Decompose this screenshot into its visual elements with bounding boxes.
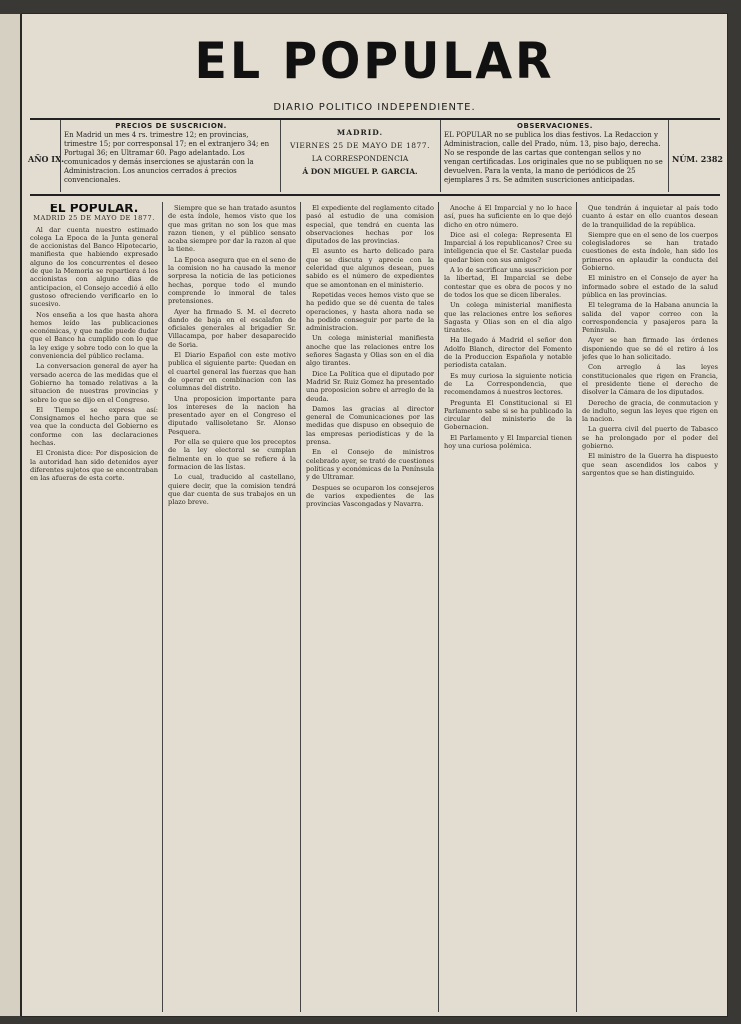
issue-number: NÚM. 2382	[672, 154, 723, 164]
paragraph: La guerra civil del puerto de Tabasco se ha prolongado por el poder del gobierno.	[582, 425, 718, 451]
header-divider	[668, 120, 669, 192]
paragraph: La conversacion general de ayer ha versado acerca de las medidas que el Gobierno ha tomado relativas a la situacion de nuestras provincias y sobre lo que se dijo en el Congreso.	[30, 362, 158, 404]
observaciones-text: EL POPULAR no se publica los dias festivos. La Redaccion y Administracion, calle del Prado, núm. 13, piso bajo, derecha. No se responde de las cartas que contengan sellos y no vengan certificadas. Los originales que no se publiquen no se devuelven. Para la venta, la mano de periódicos de 25 ejemplares 3 rs. Se admiten suscriciones anticipadas.	[444, 131, 663, 184]
paragraph: Con arreglo á las leyes constitucionales que rigen en Francia, el presidente tiene el derecho de disolver la Cámara de los diputados.	[582, 363, 718, 397]
paragraph: Damos las gracias al director general de Comunicaciones por las medidas que dispuso en obsequio de las empresas periodísticas y de la prensa.	[306, 404, 434, 447]
precios-text: En Madrid un mes 4 rs. trimestre 12; en provincias, trimestre 15; por corresponsal 17; en el extranjero 34; en Portugal 36; en Ultramar 60. Pago adelantado. Los comunicados y demás inserciones se ajustarán con la Administracion. Los anuncios cerrados á precios convencionales.	[64, 131, 270, 184]
precios-block	[64, 122, 278, 185]
paragraph: El Diario Español con este motivo publica el siguiente parte: Quedan en el cuartel general las fuerzas que han de operar en combinacion con las columnas del distrito.	[168, 351, 296, 393]
issue-date: VIERNES 25 DE MAYO DE 1877.	[290, 141, 430, 150]
masthead-title: EL POPULAR	[194, 32, 555, 90]
paragraph: Al dar cuenta nuestro estimado colega La Epoca de la Junta general de accionistas del Banco Hipotecario, manifiesta que habiendo expresado alguno de los concurrentes el deseo de que la Memoria se repartiera á los accionistas con alguno dias de anticipacion, el Consejo accedió á ello gustoso ofreciendo verificarlo en lo sucesivo.	[30, 225, 158, 309]
paragraph: Que tendrán á inquietar al país todo cuanto á estar en ello cuantos desean de la tranquilidad de la república.	[582, 204, 718, 229]
paragraph: El asunto es harto delicado para que se discuta y aprecie con la celeridad que algunos desean, pues sabido es el número de expedientes que se amontonan en el ministerio.	[306, 247, 434, 289]
paragraph: A lo de sacrificar una suscricion por la libertad, El Imparcial se debe contestar que es obra de pocos y no de todos los que se dicen liberales.	[444, 266, 572, 299]
header-divider	[60, 120, 61, 192]
masthead-subtitle: DIARIO POLITICO INDEPENDIENTE.	[273, 102, 476, 113]
dateline-block	[284, 126, 436, 178]
column-divider	[438, 202, 439, 1012]
column-1	[30, 204, 158, 1012]
newspaper-page	[22, 14, 727, 1016]
column-3	[306, 204, 434, 1012]
paragraph: El Cronista dice: Por disposicion de la autoridad han sido detenidos ayer diferentes sujetos que se encontraban en las afueras de esta corte.	[30, 449, 158, 483]
precios-title: PRECIOS DE SUSCRICION.	[115, 122, 227, 130]
column-divider	[300, 202, 301, 1012]
paragraph: Dice La Política que el diputado por Madrid Sr. Ruiz Gomez ha presentado una proposicion sobre el arreglo de la deuda.	[306, 369, 434, 403]
paragraph: Repetidas veces hemos visto que se ha pedido que se dé cuenta de tales operaciones, y hasta ahora nada se ha podido conseguir por parte de la administracion.	[306, 290, 434, 333]
column-2	[168, 204, 296, 1012]
observaciones-title: OBSERVACIONES.	[517, 122, 593, 130]
paragraph: Es muy curiosa la siguiente noticia de La Correspondencia, que recomendamos á nuestros lectores.	[444, 371, 572, 397]
observaciones-block	[444, 122, 666, 185]
header-divider	[440, 120, 441, 192]
previous-page-edge	[0, 14, 22, 1016]
paragraph: Ayer se han firmado las órdenes disponiendo que se dé el retiro á los jefes que lo han solicitado.	[582, 336, 718, 362]
paragraph: Siempre que en el seno de los cuerpos colegisladores se han tratado cuestiones de esta índole, han sido los primeros en aplaudir la conducta del Gobierno.	[582, 230, 718, 273]
paragraph: Anoche á El Imparcial y no lo hace así, pues ha suficiente en lo que dejó dicho en otro número.	[444, 204, 572, 229]
city-label: MADRID.	[336, 128, 384, 137]
ano-label: AÑO IX.	[28, 154, 65, 164]
paragraph: El ministro de la Guerra ha dispuesto que sean ascendidos los cabos y sargentos que se han distinguido.	[582, 452, 718, 477]
column-dateline: MADRID 25 DE MAYO DE 1877.	[33, 214, 155, 223]
paragraph: En el Consejo de ministros celebrado ayer, se trató de cuestiones políticas y económicas de la Península y de Ultramar.	[306, 448, 434, 482]
paragraph: Siempre que se han tratado asuntos de esta índole, hemos visto que los que mas gritan no son los que mas razon tienen, y el público sensato acaba siempre por dar la razon al que la tiene.	[168, 204, 296, 254]
paragraph: Una proposicion importante para los intereses de la nacion ha presentado ayer en el Congreso el diputado vallisoletano Sr. Alonso Pesquera.	[168, 394, 296, 436]
paragraph: Un colega ministerial manifiesta que las relaciones entre los señores Sagasta y Olias son en el dia algo tirantes.	[444, 301, 572, 335]
paragraph: El ministro en el Consejo de ayer ha informado sobre el estado de la salud pública en las provincias.	[582, 274, 718, 299]
column-heading: EL POPULAR.	[49, 204, 139, 215]
director-name: Á DON MIGUEL P. GARCIA.	[302, 167, 418, 176]
header-divider	[280, 120, 281, 192]
header-top-rule	[30, 118, 720, 120]
column-divider	[162, 202, 163, 1012]
paragraph: El expediente del reglamento citado pasó al estudio de una comision especial, que tendrá en cuenta las observaciones hechas por los diputados de las provincias.	[306, 204, 434, 246]
correspondence-label: LA CORRESPONDENCIA	[311, 154, 409, 163]
paragraph: Lo cual, traducido al castellano, quiere decir, que la comision tendrá que dar cuenta de sus trabajos en un plazo breve.	[168, 473, 296, 507]
paragraph: La Epoca asegura que en el seno de la comision no ha causado la menor sorpresa la noticia de las peticiones hechas, porque todo el mundo comprende lo inmoral de tales pretensiones.	[168, 255, 296, 306]
paragraph: Ha llegado á Madrid el señor don Adolfo Blanch, director del Fomento de la Produccion Española y notable periodista catalan.	[444, 336, 572, 370]
paragraph: Derecho de gracia, de conmutacion y de indulto, segun las leyes que rigen en la nacion.	[582, 398, 718, 424]
paragraph: Nos enseña a los que hasta ahora hemos leído las publicaciones económicas, y que nadie puede dudar que el Banco ha cumplido con lo que la ley exige y sobre todo con lo que la conveniencia del público reclama.	[30, 310, 158, 361]
paragraph: Despues se ocuparon los consejeros de varios expedientes de las provincias Vascongadas y Navarra.	[306, 483, 434, 509]
paragraph: Pregunta El Constitucional si El Parlamento sabe si se ha publicado la circular del ministerio de la Gobernacion.	[444, 398, 572, 432]
paragraph: Dice asi el colega: Representa El Imparcial á los republicanos? Cree su inteligencia que el Sr. Castelar pueda quedar bien con sus amigos?	[444, 230, 572, 264]
header-bottom-rule	[30, 194, 720, 196]
column-5	[582, 204, 718, 1012]
paragraph: Ayer ha firmado S. M. el decreto dando de baja en el escalafon de oficiales generales al brigadier Sr. Villacampa, por haber desaparecido de Soria.	[168, 307, 296, 349]
paragraph: El Parlamento y El Imparcial tienen hoy una curiosa polémica.	[444, 433, 572, 451]
paragraph: El Tiempo se expresa así: Consignamos el hecho para que se vea que la conducta del Gobierno es conforme con las declaraciones hechas.	[30, 405, 158, 448]
paragraph: El telegrama de la Habana anuncia la salida del vapor correo con la correspondencia y pasajeros para la Península.	[582, 301, 718, 335]
paragraph: Un colega ministerial manifiesta anoche que las relaciones entre los señores Sagasta y Olias son en el dia algo tirantes.	[306, 334, 434, 368]
column-divider	[576, 202, 577, 1012]
paragraph: Por ella se quiere que los preceptos de la ley electoral se cumplan fielmente en lo que se refiere á la formacion de las listas.	[168, 438, 296, 471]
column-4	[444, 204, 572, 1012]
